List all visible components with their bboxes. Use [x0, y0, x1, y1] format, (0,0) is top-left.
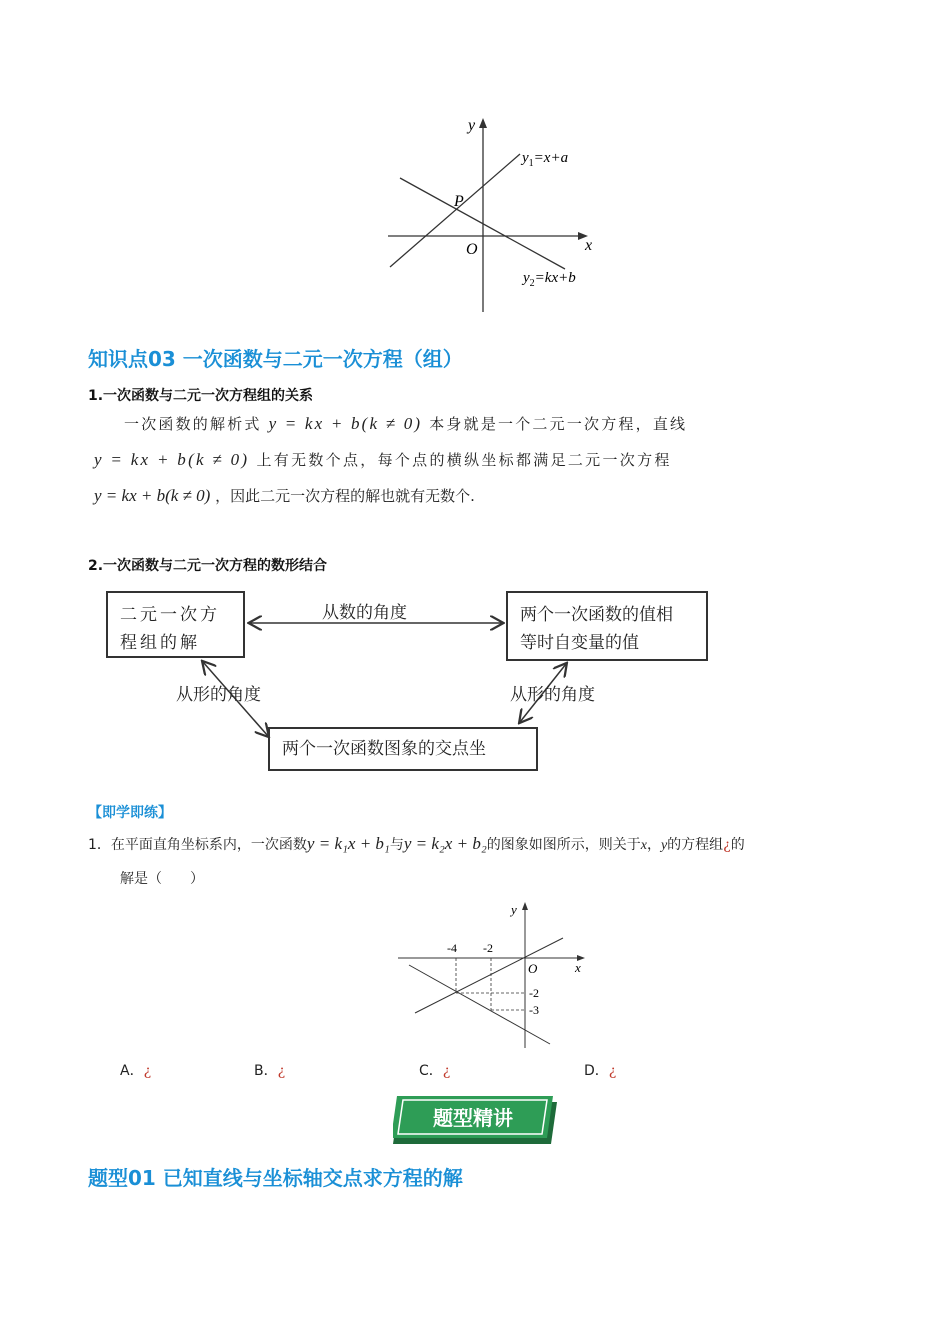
- x-axis-label: x: [585, 237, 593, 254]
- origin-label: O: [528, 961, 538, 976]
- practice-header: 【即学即练】: [88, 805, 172, 821]
- y-axis-label: y: [468, 117, 476, 134]
- y-axis-label: y: [511, 902, 517, 917]
- box-left-line2: 程组的解: [120, 633, 200, 653]
- question-1-line2: 解是（ ）: [120, 871, 204, 887]
- option-c[interactable]: [419, 1060, 450, 1080]
- equation-2: y = k₂x + b₂: [403, 834, 487, 853]
- box-bottom-text: 两个一次函数图象的交点坐: [282, 739, 486, 759]
- question-text-a: 在平面直角坐标系内，一次函数: [110, 837, 307, 853]
- banner-question-types: [393, 1096, 557, 1144]
- p3-text-b: ，因此二元一次方程的解也就有无数个.: [215, 487, 475, 505]
- option-c-value: ¿: [442, 1063, 451, 1079]
- origin-label: O: [466, 241, 478, 258]
- question-number: 1．: [88, 837, 111, 853]
- formula-1: y = kx + b(k ≠ 0): [268, 414, 423, 433]
- p1-text-b: 本身就是一个二元一次方程，直线: [429, 415, 688, 433]
- arrow-right-label: 从形的角度: [510, 685, 595, 705]
- formula-3: y = kx + b(k ≠ 0): [94, 486, 211, 505]
- option-b-label: B．: [254, 1063, 278, 1079]
- box-left-line1: 二元一次方: [120, 605, 220, 625]
- option-a-value: ¿: [143, 1063, 152, 1079]
- tick-y-m3: -3: [529, 1003, 539, 1017]
- option-b[interactable]: [254, 1060, 285, 1080]
- graph-question-1: [395, 898, 595, 1053]
- question-text-b: 与: [389, 837, 404, 853]
- var-y: y: [660, 838, 668, 853]
- p1-text-a: 一次函数的解析式: [124, 415, 262, 433]
- option-d-value: ¿: [608, 1063, 617, 1079]
- x-axis-label: x: [575, 960, 581, 975]
- tick-x-m2: -2: [483, 941, 493, 955]
- question-text-e: 的方程组: [667, 837, 724, 853]
- tick-y-m2: -2: [529, 986, 539, 1000]
- box-right-line2: 等时自变量的值: [520, 633, 639, 653]
- equation-1: y = k₁x + b₁: [306, 834, 390, 853]
- subheading-relation: 1.一次函数与二元一次方程组的关系: [88, 388, 314, 404]
- box-right-line1: 两个一次函数的值相: [520, 605, 673, 625]
- p2-text-b: 上有无数个点，每个点的横纵坐标都满足二元一次方程: [256, 451, 672, 469]
- line2-label: $y_2=kx+b$: [523, 270, 576, 289]
- tick-x-m4: -4: [447, 941, 457, 955]
- formula-2: y = kx + b(k ≠ 0): [94, 450, 250, 469]
- question-text-f: 的: [730, 837, 745, 853]
- point-p-label: P: [454, 193, 464, 210]
- arrow-left-label: 从形的角度: [176, 685, 261, 705]
- arrow-top-label: 从数的角度: [322, 603, 407, 623]
- question-text-d: ，: [646, 837, 661, 853]
- option-d-label: D．: [584, 1063, 609, 1079]
- invalid-char: ¿: [723, 837, 731, 853]
- var-x: x: [640, 838, 647, 853]
- option-d[interactable]: [584, 1060, 616, 1080]
- option-a-label: A．: [120, 1063, 144, 1079]
- question-1: [88, 832, 868, 858]
- option-a[interactable]: [120, 1060, 151, 1080]
- section-title-type-01: 题型01 已知直线与坐标轴交点求方程的解: [88, 1166, 463, 1190]
- question-text-c: 的图象如图所示，则关于: [486, 837, 641, 853]
- option-b-value: ¿: [277, 1063, 286, 1079]
- banner-text: 题型精讲: [433, 1106, 513, 1130]
- option-c-label: C．: [419, 1063, 443, 1079]
- subheading-number-shape: 2.一次函数与二元一次方程的数形结合: [88, 558, 328, 574]
- y-axis-arrow: [522, 902, 528, 910]
- section-title-knowledge-03: 知识点03 一次函数与二元一次方程（组）: [88, 347, 463, 371]
- line1-label: $y_1=x+a$: [522, 150, 569, 169]
